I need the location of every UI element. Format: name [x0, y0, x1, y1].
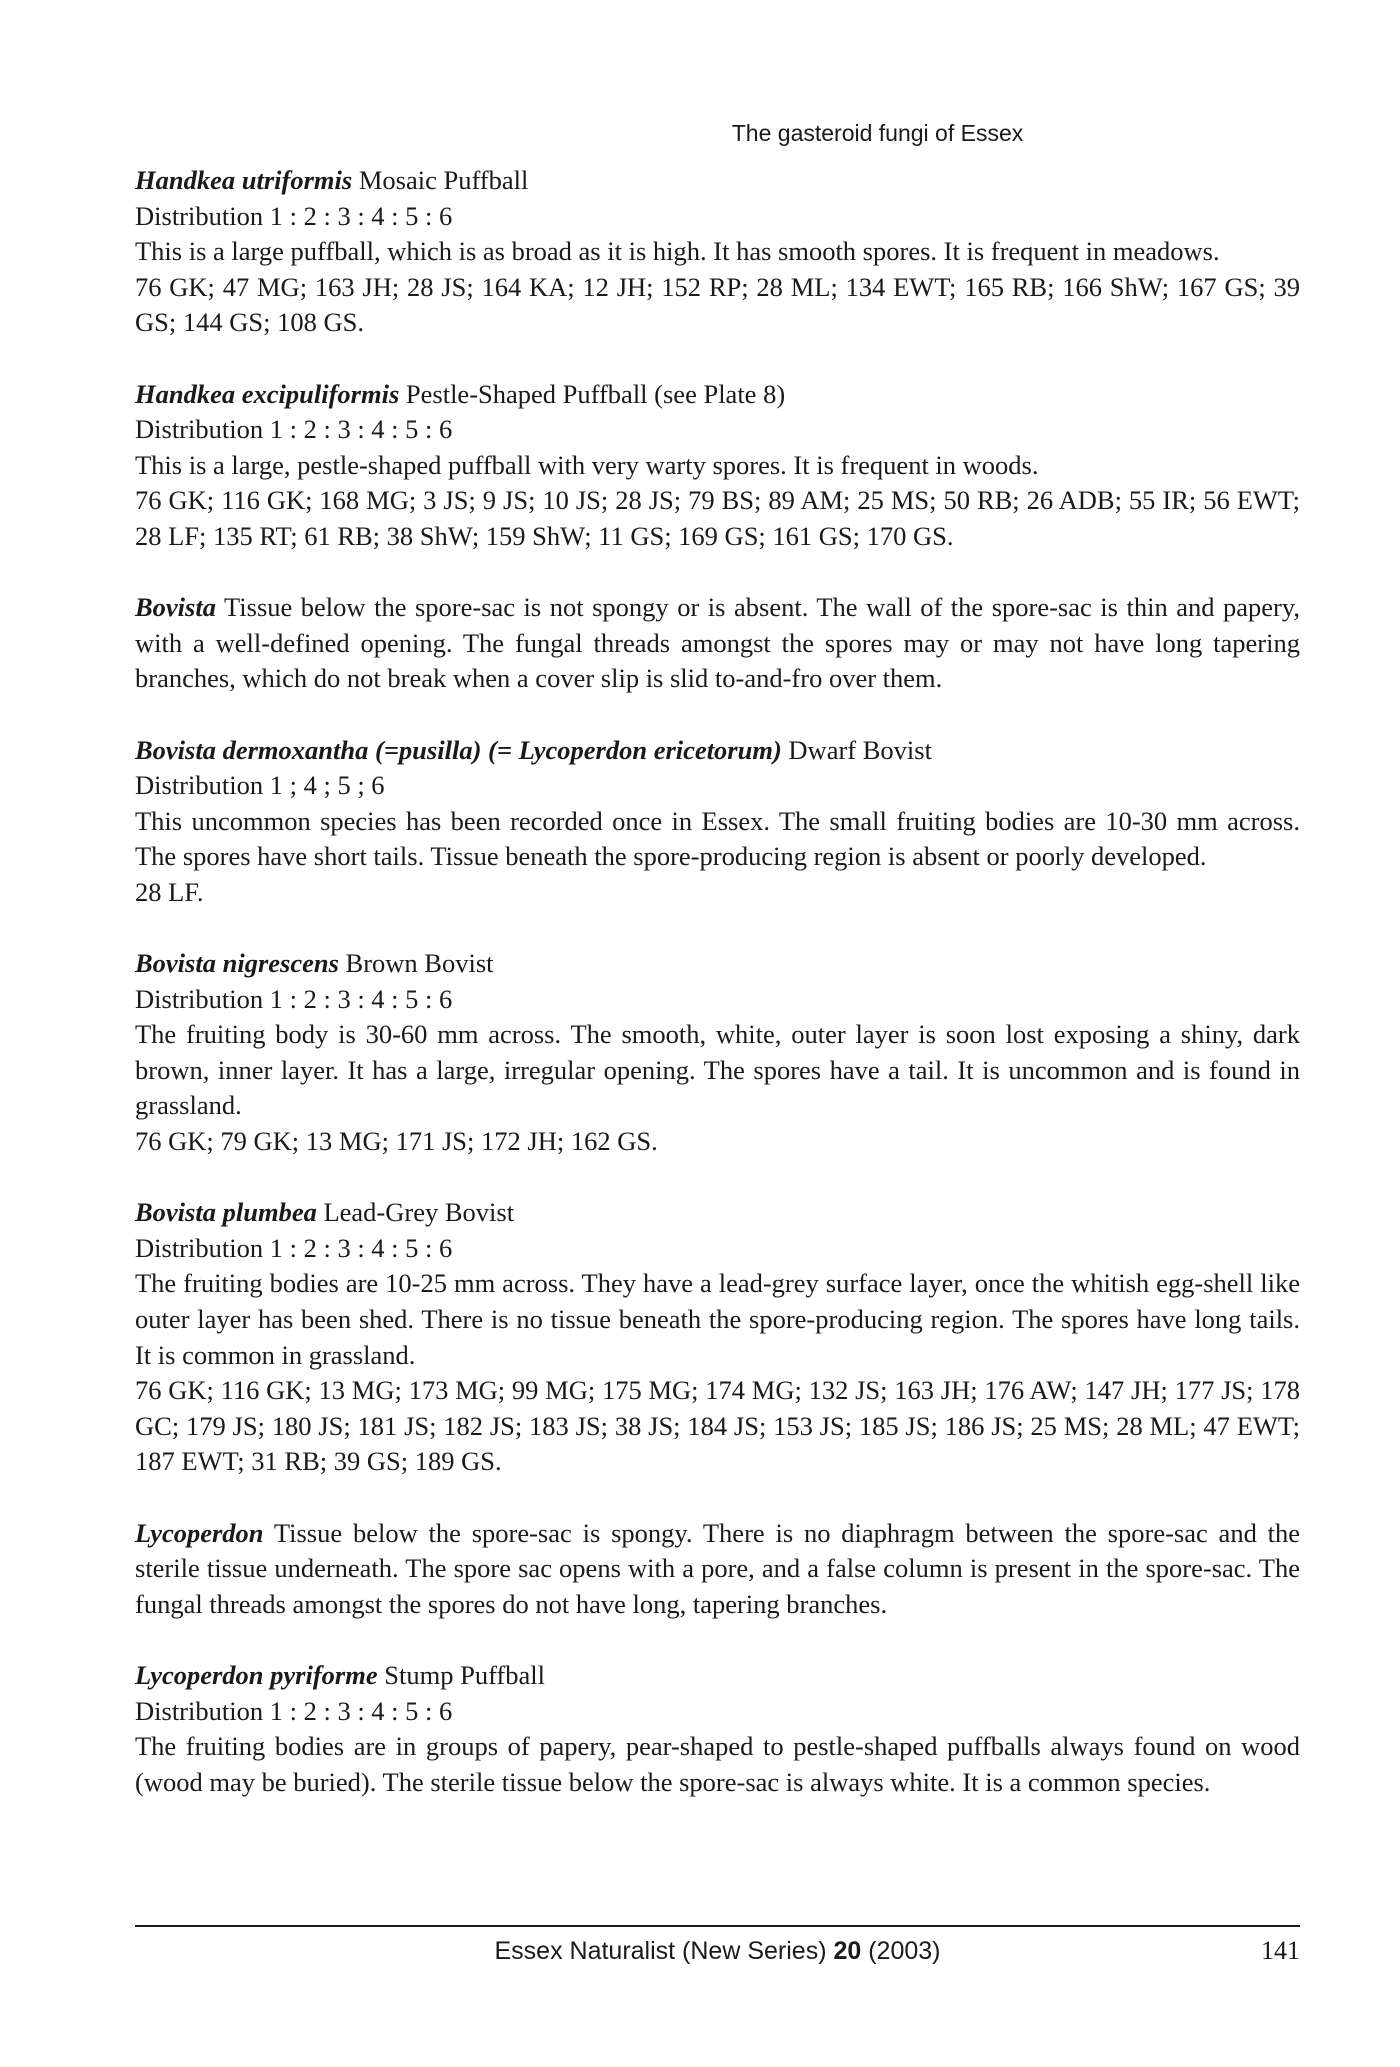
common-name: Lead-Grey Bovist — [316, 1197, 515, 1228]
common-name: Mosaic Puffball — [352, 165, 529, 195]
distribution: Distribution 1 : 2 : 3 : 4 : 5 : 6 — [135, 414, 453, 445]
genus-name: Bovista — [135, 592, 216, 623]
journal-year: (2003) — [861, 1937, 941, 1965]
species-name: Handkea utriformis — [135, 165, 353, 195]
species-entry — [135, 946, 1300, 1160]
common-name: Pestle-Shaped Puffball (see Plate 8) — [399, 378, 786, 409]
journal-title: Essex Naturalist (New Series) — [494, 1937, 834, 1965]
genus-description — [135, 1516, 1300, 1623]
common-name: Stump Puffball — [377, 1659, 545, 1690]
distribution: Distribution 1 : 2 : 3 : 4 : 5 : 6 — [135, 983, 453, 1014]
genus-text: Tissue below the spore-sac is spongy. There is no diaphragm between the spore-sac and the sterile tissue underneath. The spore sac opens with a pore, and a false column is present in the spore-sac. The fungal threads amongst the spores do not have long, tapering branches. — [135, 1517, 1300, 1619]
article-body — [135, 163, 1300, 1836]
records: 76 GK; 116 GK; 13 MG; 173 MG; 99 MG; 175 MG; 174 MG; 132 JS; 163 JH; 176 AW; 147 JH; 177 JS; 178 GC; 179 JS; 180 JS; 181 JS; 182 JS; 183 JS; 38 JS; 184 JS; 153 JS; 185 JS; 186 JS; 25 MS; 28 ML; 47 EWT; 187 EWT; 31 RB; 39 GS; 189 GS. — [135, 1375, 1300, 1477]
entry-heading — [135, 163, 1300, 199]
description: The fruiting body is 30-60 mm across. The smooth, white, outer layer is soon lost exposing a shiny, dark brown, inner layer. It has a large, irregular opening. The spores have a tail. It is uncommon and is found in grassland. — [135, 1019, 1300, 1121]
records: 76 GK; 79 GK; 13 MG; 171 JS; 172 JH; 162 GS. — [135, 1126, 658, 1157]
records: 28 LF. — [135, 876, 204, 907]
species-entry — [135, 377, 1300, 555]
description: This is a large puffball, which is as broad as it is high. It has smooth spores. It is frequent in meadows. — [135, 236, 1220, 267]
entry-heading — [135, 733, 1300, 769]
entry-heading — [135, 1195, 1300, 1231]
genus-text: Tissue below the spore-sac is not spongy or is absent. The wall of the spore-sac is thin and papery, with a well-defined opening. The fungal threads amongst the spores may or may not have long tapering branches, which do not break when a cover slip is slid to-and-fro over them. — [135, 592, 1300, 694]
records: 76 GK; 116 GK; 168 MG; 3 JS; 9 JS; 10 JS; 28 JS; 79 BS; 89 AM; 25 MS; 50 RB; 26 ADB; 55 IR; 56 EWT; 28 LF; 135 RT; 61 RB; 38 ShW; 159 ShW; 11 GS; 169 GS; 161 GS; 170 GS. — [135, 485, 1300, 551]
genus-name: Lycoperdon — [135, 1517, 264, 1548]
distribution: Distribution 1 ; 4 ; 5 ; 6 — [135, 770, 385, 801]
species-name: Bovista plumbea — [135, 1197, 317, 1228]
running-title: The gasteroid fungi of Essex — [731, 120, 1024, 146]
running-header — [135, 118, 1300, 148]
page-number: 141 — [1261, 1936, 1300, 1965]
common-name: Dwarf Bovist — [781, 734, 932, 765]
species-entry — [135, 733, 1300, 911]
description: The fruiting bodies are in groups of papery, pear-shaped to pestle-shaped puffballs always found on wood (wood may be buried). The sterile tissue below the spore-sac is always white. It is a common species. — [135, 1731, 1300, 1797]
entry-heading — [135, 1658, 1300, 1694]
genus-description — [135, 590, 1300, 697]
page-footer — [135, 1935, 1300, 1967]
genus-entry — [135, 1516, 1300, 1623]
common-name: Brown Bovist — [338, 948, 494, 979]
species-name: Bovista nigrescens — [135, 948, 339, 979]
distribution: Distribution 1 : 2 : 3 : 4 : 5 : 6 — [135, 1232, 453, 1263]
species-entry — [135, 163, 1300, 341]
records: 76 GK; 47 MG; 163 JH; 28 JS; 164 KA; 12 JH; 152 RP; 28 ML; 134 EWT; 165 RB; 166 ShW; 167 GS; 39 GS; 144 GS; 108 GS. — [135, 271, 1300, 338]
genus-entry — [135, 590, 1300, 697]
description: This uncommon species has been recorded once in Essex. The small fruiting bodies are 10-30 mm across. The spores have short tails. Tissue beneath the spore-producing region is absent or poorly developed. — [135, 805, 1300, 872]
description: The fruiting bodies are 10-25 mm across. They have a lead-grey surface layer, once the whitish egg-shell like outer layer has been shed. There is no tissue beneath the spore-producing region. The spores have long tails. It is common in grassland. — [135, 1268, 1300, 1370]
footer-rule — [135, 1925, 1300, 1927]
species-name: Bovista dermoxantha (=pusilla) (= Lycoperdon ericetorum) — [135, 734, 782, 765]
distribution: Distribution 1 : 2 : 3 : 4 : 5 : 6 — [135, 1695, 453, 1726]
species-name: Handkea excipuliformis — [135, 378, 400, 409]
species-name: Lycoperdon pyriforme — [135, 1659, 378, 1690]
journal-citation — [135, 1935, 1300, 1967]
distribution: Distribution 1 : 2 : 3 : 4 : 5 : 6 — [135, 200, 453, 231]
species-entry — [135, 1195, 1300, 1480]
journal-volume: 20 — [833, 1937, 862, 1965]
description: This is a large, pestle-shaped puffball with very warty spores. It is frequent in woods. — [135, 449, 1039, 480]
species-entry — [135, 1658, 1300, 1800]
entry-heading — [135, 377, 1300, 413]
entry-heading — [135, 946, 1300, 982]
